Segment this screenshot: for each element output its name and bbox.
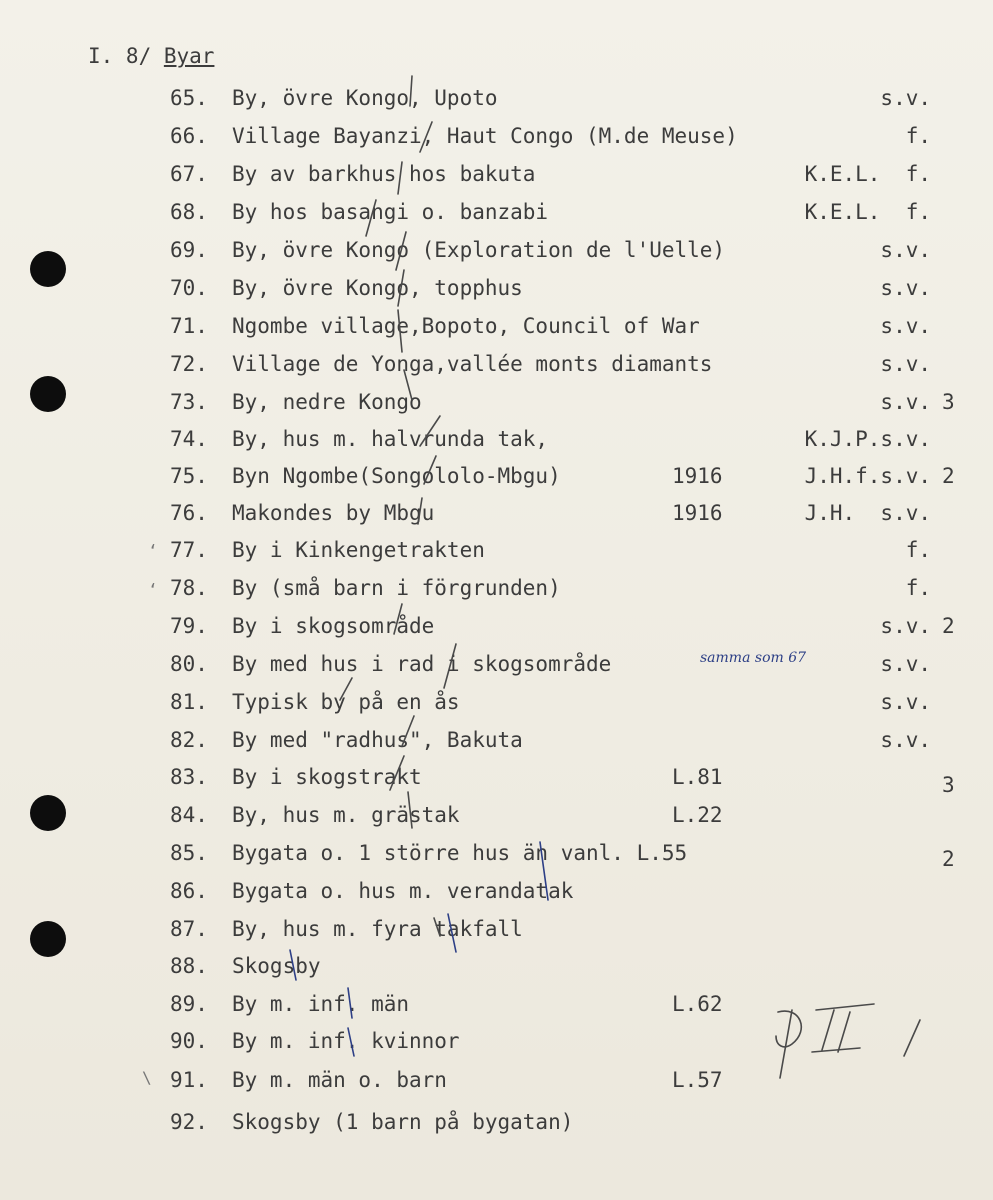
entry-title: By, nedre Kongo bbox=[232, 390, 422, 414]
entry-number: 78. bbox=[170, 576, 208, 600]
entry-title: By hos basangi o. banzabi bbox=[232, 200, 549, 224]
entry-number: 75. bbox=[170, 464, 208, 488]
entry-year: 1916 bbox=[672, 464, 723, 488]
entry-title: By (små barn i förgrunden) bbox=[232, 576, 561, 600]
entry-source: s.v. bbox=[880, 86, 931, 110]
entry-title: Typisk by på en ås bbox=[232, 690, 460, 714]
total-mark bbox=[838, 1012, 850, 1052]
entry-number: 80. bbox=[170, 652, 208, 676]
entry-title: By, hus m. grästak bbox=[232, 803, 460, 827]
entry-title: By av barkhus hos bakuta bbox=[232, 162, 536, 186]
entry-reference: L.81 bbox=[672, 765, 723, 789]
entry-number: 90. bbox=[170, 1029, 208, 1053]
entry-title: By i Kinkengetrakten bbox=[232, 538, 485, 562]
entry-title: By i skogstrakt bbox=[232, 765, 422, 789]
entry-number: 68. bbox=[170, 200, 208, 224]
pencil-slash bbox=[398, 270, 404, 306]
entry-title: By m. män o. barn bbox=[232, 1068, 447, 1092]
entry-number: 69. bbox=[170, 238, 208, 262]
entry-title: Village de Yonga,vallée monts diamants bbox=[232, 352, 713, 376]
margin-tick: ‘ bbox=[148, 541, 158, 560]
pencil-slash bbox=[420, 416, 440, 446]
entry-source: f. bbox=[905, 538, 931, 562]
total-mark bbox=[904, 1020, 920, 1056]
heading-title: Byar bbox=[163, 44, 215, 68]
entry-source: f. bbox=[905, 576, 931, 600]
entry-title: By, hus m. halvrunda tak, bbox=[232, 427, 549, 451]
entry-source: K.E.L. f. bbox=[804, 162, 931, 186]
entry-number: 71. bbox=[170, 314, 208, 338]
entry-count: 3 bbox=[942, 390, 955, 414]
entry-number: 85. bbox=[170, 841, 208, 865]
pencil-slash bbox=[398, 162, 402, 194]
entry-number: 89. bbox=[170, 992, 208, 1016]
entry-source: J.H. s.v. bbox=[804, 501, 931, 525]
entry-number: 82. bbox=[170, 728, 208, 752]
entry-title: Makondes by Mbgu bbox=[232, 501, 435, 525]
entry-count: 2 bbox=[942, 614, 955, 638]
entry-title: By, övre Kongo (Exploration de l'Uelle) bbox=[232, 238, 726, 262]
entry-source: f. bbox=[905, 124, 931, 148]
entry-title: Skogsby bbox=[232, 954, 321, 978]
blue-ink-mark bbox=[448, 914, 456, 952]
entry-number: 88. bbox=[170, 954, 208, 978]
pencil-slash bbox=[434, 918, 440, 936]
entry-title: By i skogsområde bbox=[232, 614, 435, 638]
entry-reference: L.62 bbox=[672, 992, 723, 1016]
entry-source: s.v. bbox=[880, 614, 931, 638]
entry-title: By m. inf. kvinnor bbox=[232, 1029, 460, 1053]
blue-ink-mark bbox=[348, 988, 352, 1018]
entry-number: 77. bbox=[170, 538, 208, 562]
margin-tick: \ bbox=[142, 1068, 152, 1087]
entry-number: 67. bbox=[170, 162, 208, 186]
pencil-slash bbox=[398, 310, 402, 352]
entry-source: s.v. bbox=[880, 728, 931, 752]
entry-title: Byn Ngombe(Songololo-Mbgu) bbox=[232, 464, 561, 488]
pencil-slash bbox=[366, 200, 376, 236]
entry-source: K.J.P.s.v. bbox=[804, 427, 931, 451]
entry-number: 74. bbox=[170, 427, 208, 451]
entry-title: By, övre Kongo, Upoto bbox=[232, 86, 498, 110]
entry-title: Ngombe village,Bopoto, Council of War bbox=[232, 314, 700, 338]
entry-number: 83. bbox=[170, 765, 208, 789]
total-mark bbox=[780, 1010, 792, 1078]
entry-number: 91. bbox=[170, 1068, 208, 1092]
entry-number: 79. bbox=[170, 614, 208, 638]
entry-title: Bygata o. hus m. verandatak bbox=[232, 879, 574, 903]
entry-title: Village Bayanzi, Haut Congo (M.de Meuse) bbox=[232, 124, 738, 148]
pencil-slash bbox=[410, 76, 412, 106]
entry-source: s.v. bbox=[880, 276, 931, 300]
entry-title: By med hus i rad i skogsområde bbox=[232, 652, 612, 676]
total-mark bbox=[816, 1004, 874, 1010]
pencil-slash bbox=[394, 604, 402, 634]
entry-count: 2 bbox=[942, 464, 955, 488]
entry-number: 92. bbox=[170, 1110, 208, 1134]
entry-source: s.v. bbox=[880, 352, 931, 376]
pencil-slash bbox=[396, 232, 406, 270]
entry-number: 87. bbox=[170, 917, 208, 941]
entry-number: 70. bbox=[170, 276, 208, 300]
entry-number: 73. bbox=[170, 390, 208, 414]
entry-reference: L.22 bbox=[672, 803, 723, 827]
entry-number: 65. bbox=[170, 86, 208, 110]
entry-title: Bygata o. 1 större hus än vanl. L.55 bbox=[232, 841, 688, 865]
entry-number: 84. bbox=[170, 803, 208, 827]
pencil-slash bbox=[404, 370, 412, 400]
pencil-slash bbox=[408, 792, 412, 828]
blue-ink-mark bbox=[348, 1028, 354, 1056]
entry-number: 81. bbox=[170, 690, 208, 714]
pencil-slash bbox=[402, 716, 414, 746]
pencil-slash bbox=[420, 122, 432, 152]
entry-year: 1916 bbox=[672, 501, 723, 525]
entry-source: s.v. bbox=[880, 652, 931, 676]
margin-tick: ‘ bbox=[148, 580, 158, 599]
blue-ink-mark bbox=[290, 950, 296, 980]
entry-source: s.v. bbox=[880, 390, 931, 414]
entry-source: s.v. bbox=[880, 314, 931, 338]
pencil-slash bbox=[340, 678, 352, 700]
entry-number: 76. bbox=[170, 501, 208, 525]
entry-number: 66. bbox=[170, 124, 208, 148]
blue-ink-mark bbox=[540, 842, 548, 900]
entry-count: 3 bbox=[942, 773, 955, 797]
total-mark bbox=[822, 1010, 834, 1050]
entry-source: K.E.L. f. bbox=[804, 200, 931, 224]
handwritten-note: samma som 67 bbox=[700, 650, 807, 666]
heading-prefix: I. 8/ bbox=[88, 44, 164, 68]
entry-source: s.v. bbox=[880, 690, 931, 714]
entry-source: s.v. bbox=[880, 238, 931, 262]
entry-title: By med "radhus", Bakuta bbox=[232, 728, 523, 752]
total-mark bbox=[812, 1048, 860, 1052]
entry-title: By, hus m. fyra takfall bbox=[232, 917, 523, 941]
entry-title: By m. inf. män bbox=[232, 992, 410, 1016]
entry-number: 72. bbox=[170, 352, 208, 376]
entry-source: J.H.f.s.v. bbox=[804, 464, 931, 488]
pencil-slash bbox=[418, 498, 422, 524]
pencil-slash bbox=[444, 644, 456, 688]
pencil-slash bbox=[424, 456, 436, 484]
entry-reference: L.57 bbox=[672, 1068, 723, 1092]
entry-title: Skogsby (1 barn på bygatan) bbox=[232, 1110, 574, 1134]
entry-number: 86. bbox=[170, 879, 208, 903]
entry-title: By, övre Kongo, topphus bbox=[232, 276, 523, 300]
pencil-slash bbox=[390, 756, 404, 790]
entry-count: 2 bbox=[942, 847, 955, 871]
